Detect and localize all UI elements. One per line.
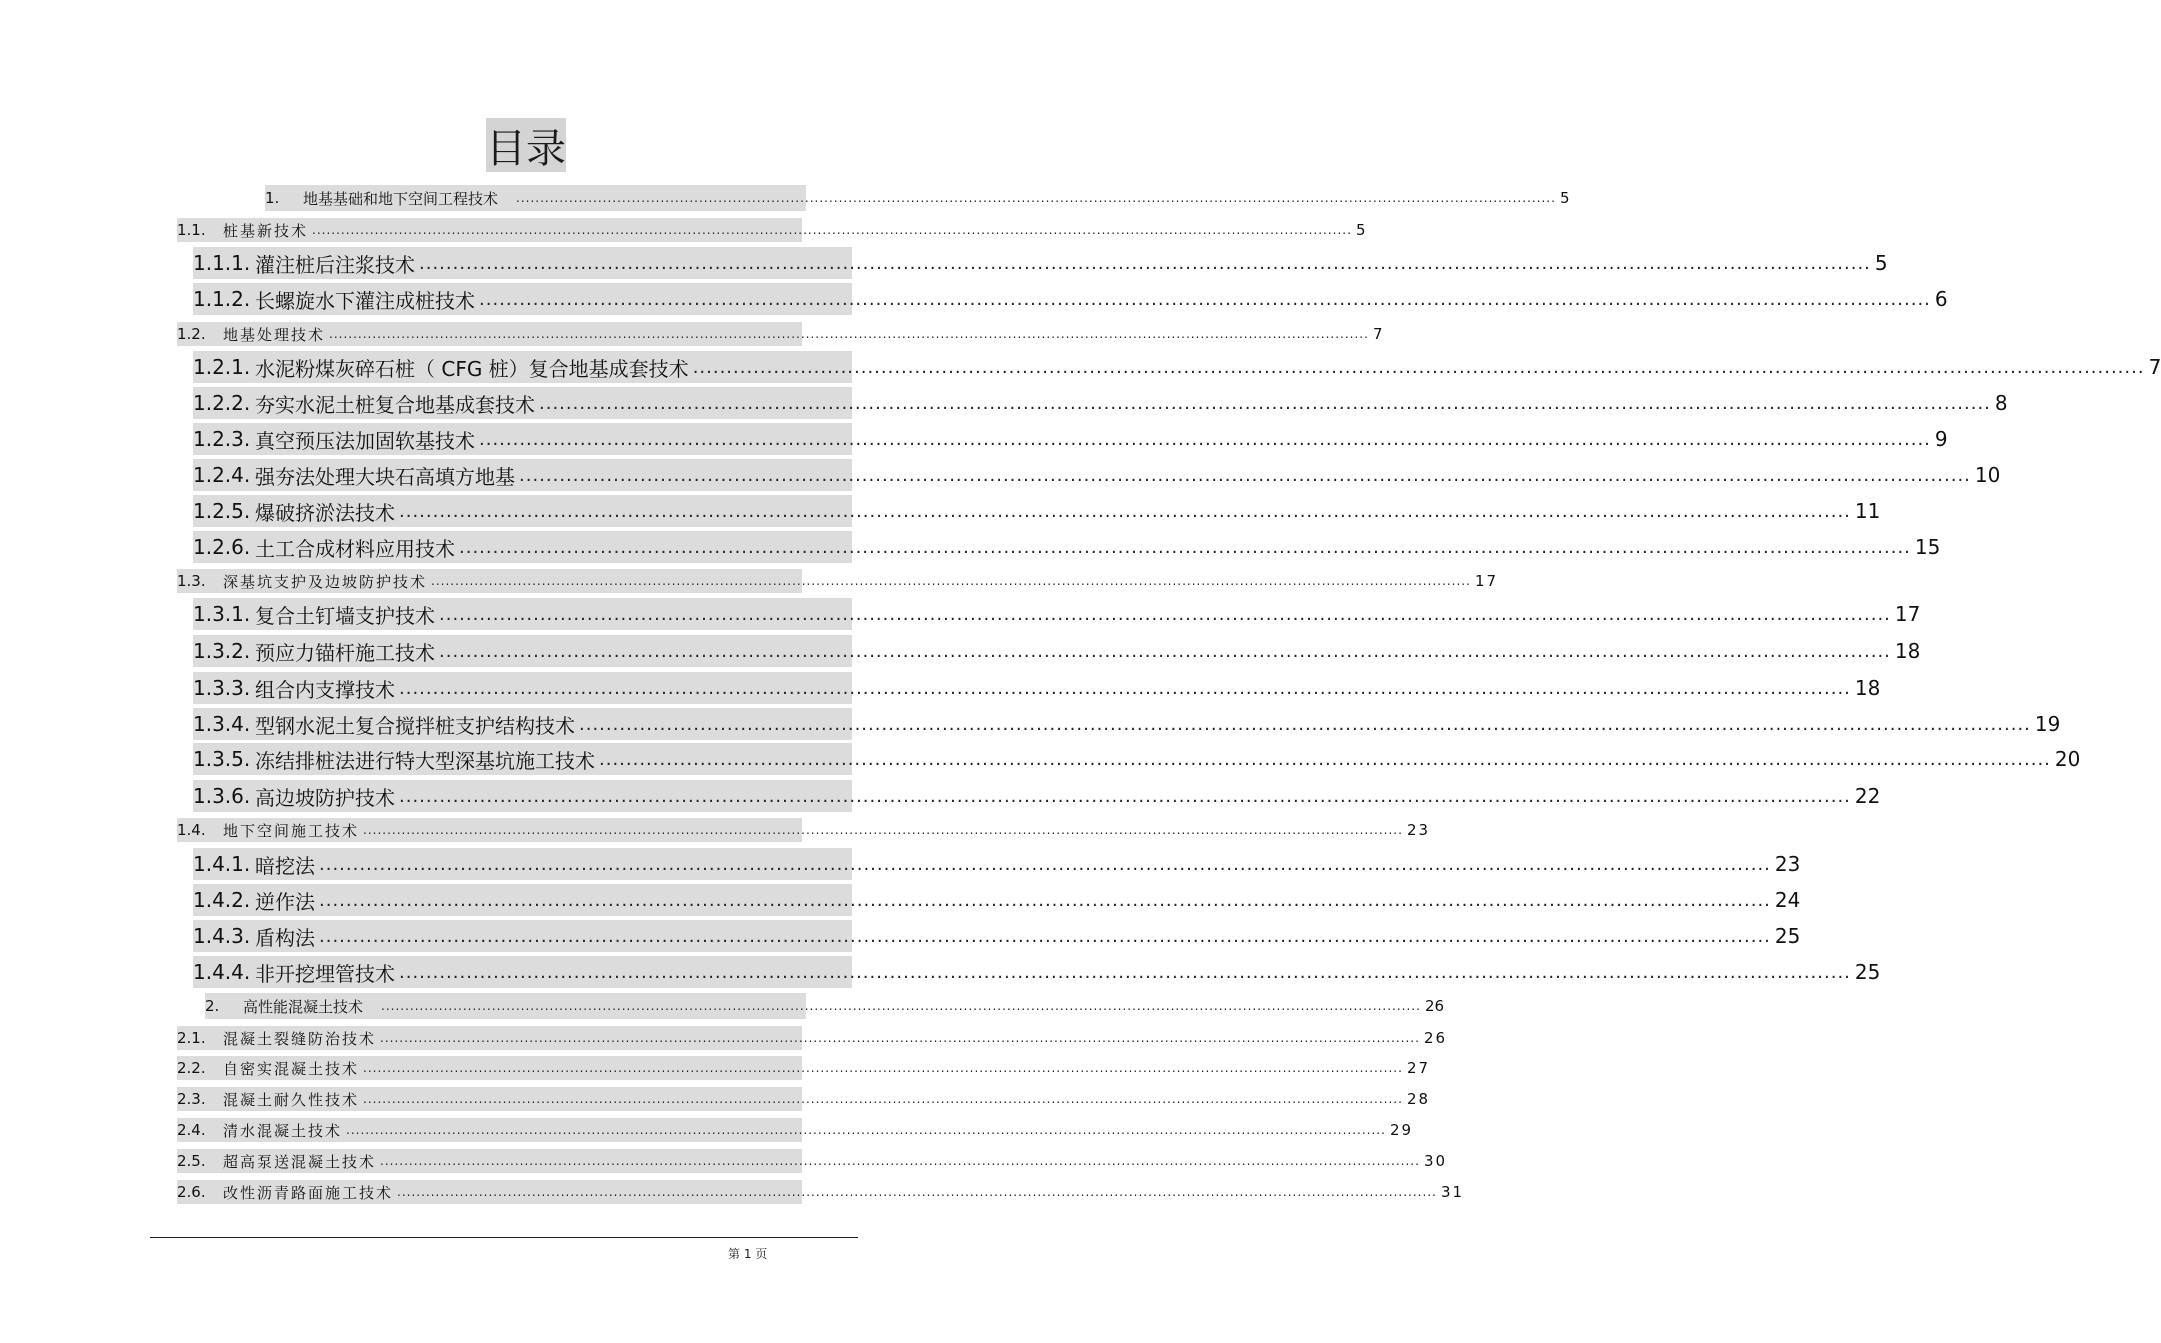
toc-entry-title: 地基处理技术 (223, 325, 326, 344)
toc-entry-page: 15 (1914, 535, 1941, 559)
toc-entry-title: 夯实水泥土桩复合地基成套技术 (255, 392, 535, 417)
toc-entry-number: 1.1.1. (193, 251, 251, 275)
toc-leader-dots: ........................................................................................................................................................................................................................ (329, 327, 1369, 341)
toc-entry-number: 1. (265, 189, 280, 207)
toc-entry[interactable] (177, 1056, 1431, 1080)
toc-entry-page: 22 (1854, 784, 1881, 808)
toc-entry-page: 23 (1774, 852, 1801, 876)
toc-entry[interactable] (177, 1180, 1465, 1204)
toc-entry[interactable] (265, 185, 1570, 211)
toc-leader-dots: ........................................................................................................................................................................................................................ (319, 925, 1771, 947)
toc-entry[interactable] (205, 993, 1445, 1019)
toc-entry-title: 长螺旋水下灌注成桩技术 (255, 288, 475, 313)
toc-entry-number: 1.2.4. (193, 463, 251, 487)
toc-entry-number: 1.3.3. (193, 676, 251, 700)
toc-leader-dots: ........................................................................................................................................................................................................................ (519, 464, 1971, 486)
toc-entry[interactable] (177, 322, 1385, 346)
toc-entry[interactable] (177, 1026, 1448, 1050)
toc-entry-title: 爆破挤淤法技术 (255, 500, 395, 525)
toc-entry-page: 17 (1474, 572, 1499, 590)
toc-entry-number: 1.2.2. (193, 391, 251, 415)
toc-entry-number: 1.2. (177, 325, 206, 343)
toc-entry[interactable] (177, 1118, 1414, 1142)
toc-entry-title: 混凝土耐久性技术 (223, 1090, 360, 1109)
toc-entry-title: 超高泵送混凝土技术 (223, 1152, 377, 1171)
toc-entry[interactable] (177, 818, 1431, 842)
toc-leader-dots: ........................................................................................................................................................................................................................ (579, 713, 2031, 735)
toc-entry[interactable] (193, 459, 2001, 491)
toc-entry-page: 27 (1406, 1059, 1431, 1077)
toc-entry-title: 预应力锚杆施工技术 (255, 640, 435, 665)
toc-entry[interactable] (193, 531, 1941, 563)
toc-entry-page: 5 (1559, 189, 1570, 207)
toc-entry-number: 2. (205, 997, 220, 1015)
toc-leader-dots: ........................................................................................................................................................................................................................ (397, 1185, 1437, 1199)
toc-entry-page: 26 (1424, 997, 1445, 1015)
toc-entry-title: 清水混凝土技术 (223, 1121, 343, 1140)
toc-entry[interactable] (193, 708, 2061, 740)
toc-leader-dots: ........................................................................................................................................................................................................................ (363, 1092, 1403, 1106)
toc-entry-number: 1.3.5. (193, 747, 251, 771)
toc-entry-page: 11 (1854, 499, 1881, 523)
toc-leader-dots: ........................................................................................................................................................................................................................ (319, 853, 1771, 875)
toc-leader-dots: ........................................................................................................................................................................................................................ (479, 288, 1931, 310)
toc-leader-dots: ........................................................................................................................................................................................................................ (381, 999, 1421, 1013)
toc-entry[interactable] (177, 1087, 1431, 1111)
toc-leader-dots: ........................................................................................................................................................................................................................ (479, 428, 1931, 450)
toc-leader-dots: ........................................................................................................................................................................................................................ (539, 392, 1991, 414)
toc-entry-page: 18 (1894, 639, 1921, 663)
toc-leader-dots: ........................................................................................................................................................................................................................ (431, 574, 1471, 588)
toc-leader-dots: ........................................................................................................................................................................................................................ (312, 223, 1352, 237)
toc-entry-title: 复合土钉墙支护技术 (255, 603, 435, 628)
toc-entry[interactable] (193, 956, 1881, 988)
toc-entry-title: 型钢水泥土复合搅拌桩支护结构技术 (255, 713, 575, 738)
toc-entry-page: 5 (1355, 221, 1368, 239)
toc-entry-title: 自密实混凝土技术 (223, 1059, 360, 1078)
toc-entry-title: 混凝土裂缝防治技术 (223, 1029, 377, 1048)
toc-entry[interactable] (193, 495, 1881, 527)
toc-leader-dots: ........................................................................................................................................................................................................................ (459, 536, 1911, 558)
toc-entry-page: 19 (2034, 712, 2061, 736)
toc-entry-number: 2.3. (177, 1090, 206, 1108)
toc-leader-dots: ........................................................................................................................................................................................................................ (399, 677, 1851, 699)
toc-entry-title: 改性沥青路面施工技术 (223, 1183, 394, 1202)
toc-entry-number: 1.4. (177, 821, 206, 839)
toc-entry[interactable] (177, 1149, 1448, 1173)
toc-entry-title: 非开挖埋管技术 (255, 961, 395, 986)
toc-leader-dots: ........................................................................................................................................................................................................................ (380, 1154, 1420, 1168)
toc-entry[interactable] (193, 598, 1921, 630)
toc-entry[interactable] (193, 423, 1948, 455)
toc-entry-page: 23 (1406, 821, 1431, 839)
toc-entry-number: 2.5. (177, 1152, 206, 1170)
toc-entry-title: 冻结排桩法进行特大型深基坑施工技术 (255, 748, 595, 773)
toc-entry-number: 1.1.2. (193, 287, 251, 311)
toc-entry[interactable] (177, 218, 1368, 242)
toc-entry-number: 1.1. (177, 221, 206, 239)
toc-entry-number: 2.1. (177, 1029, 206, 1047)
toc-entry-page: 5 (1874, 251, 1888, 275)
toc-entry-number: 1.3.1. (193, 602, 251, 626)
toc-entry-title: 高性能混凝土技术 (243, 997, 364, 1016)
toc-entry-page: 28 (1406, 1090, 1431, 1108)
toc-entry[interactable] (193, 283, 1948, 315)
toc-entry[interactable] (193, 848, 1801, 880)
toc-entry-title: 盾构法 (255, 925, 315, 950)
toc-entry-page: 31 (1440, 1183, 1465, 1201)
toc-entry-page: 29 (1389, 1121, 1414, 1139)
toc-entry-title: 组合内支撑技术 (255, 677, 395, 702)
toc-entry-page: 10 (1974, 463, 2001, 487)
toc-entry-number: 2.4. (177, 1121, 206, 1139)
toc-entry-page: 26 (1423, 1029, 1448, 1047)
toc-leader-dots: ........................................................................................................................................................................................................................ (346, 1123, 1386, 1137)
toc-entry-title: 水泥粉煤灰碎石桩（ CFG 桩）复合地基成套技术 (255, 356, 689, 381)
toc-entry-title: 桩基新技术 (223, 221, 309, 240)
toc-leader-dots: ........................................................................................................................................................................................................................ (363, 823, 1403, 837)
toc-entry-number: 1.4.4. (193, 960, 251, 984)
toc-entry-page: 25 (1854, 960, 1881, 984)
toc-entry-page: 9 (1934, 427, 1948, 451)
toc-entry-page: 17 (1894, 602, 1921, 626)
toc-entry[interactable] (193, 920, 1801, 952)
toc-entry-title: 高边坡防护技术 (255, 785, 395, 810)
toc-entry-number: 1.4.1. (193, 852, 251, 876)
toc-entry-number: 1.4.2. (193, 888, 251, 912)
toc-entry-title: 强夯法处理大块石高填方地基 (255, 464, 515, 489)
toc-entry-page: 7 (1372, 325, 1385, 343)
toc-entry-number: 1.4.3. (193, 924, 251, 948)
toc-entry-number: 1.3.6. (193, 784, 251, 808)
toc-entry-title: 深基坑支护及边坡防护技术 (223, 572, 428, 591)
toc-entry-number: 2.2. (177, 1059, 206, 1077)
toc-entry[interactable] (193, 635, 1921, 667)
toc-entry-title: 暗挖法 (255, 853, 315, 878)
toc-entry-number: 1.3.4. (193, 712, 251, 736)
toc-entry-page: 6 (1934, 287, 1948, 311)
toc-title: 目录 (486, 118, 566, 172)
toc-entry-page: 20 (2054, 747, 2081, 771)
toc-entry-title: 灌注桩后注浆技术 (255, 252, 415, 277)
toc-entry[interactable] (193, 743, 2081, 775)
page-number-footer: 第 1 页 (728, 1247, 768, 1261)
toc-leader-dots: ........................................................................................................................................................................................................................ (363, 1061, 1403, 1075)
toc-leader-dots: ........................................................................................................................................................................................................................ (399, 500, 1851, 522)
toc-entry-title: 地下空间施工技术 (223, 821, 360, 840)
toc-leader-dots: ........................................................................................................................................................................................................................ (319, 889, 1771, 911)
toc-entry-page: 18 (1854, 676, 1881, 700)
toc-entry-number: 1.3.2. (193, 639, 251, 663)
toc-entry-page: 7 (2148, 355, 2161, 379)
toc-entry-title: 逆作法 (255, 889, 315, 914)
toc-entry-number: 1.2.5. (193, 499, 251, 523)
toc-entry-page: 25 (1774, 924, 1801, 948)
toc-leader-dots: ........................................................................................................................................................................................................................ (516, 191, 1556, 205)
toc-entry-title: 土工合成材料应用技术 (255, 536, 455, 561)
toc-leader-dots: ........................................................................................................................................................................................................................ (439, 640, 1891, 662)
toc-entry[interactable] (193, 672, 1881, 704)
toc-leader-dots: ........................................................................................................................................................................................................................ (439, 603, 1891, 625)
toc-entry[interactable] (193, 351, 2161, 383)
toc-entry-number: 1.2.6. (193, 535, 251, 559)
footer-divider (150, 1237, 858, 1238)
toc-entry-page: 24 (1774, 888, 1801, 912)
toc-leader-dots: ........................................................................................................................................................................................................................ (692, 356, 2145, 378)
toc-entry-page: 30 (1423, 1152, 1448, 1170)
toc-entry-title: 地基基础和地下空间工程技术 (303, 189, 499, 208)
toc-entry-number: 1.2.1. (193, 355, 251, 379)
toc-entry-number: 1.3. (177, 572, 206, 590)
toc-entry[interactable] (193, 780, 1881, 812)
toc-leader-dots: ........................................................................................................................................................................................................................ (599, 748, 2051, 770)
toc-entry[interactable] (193, 884, 1801, 916)
toc-entry[interactable] (177, 569, 1499, 593)
toc-leader-dots: ........................................................................................................................................................................................................................ (419, 252, 1871, 274)
toc-entry[interactable] (193, 387, 2008, 419)
toc-leader-dots: ........................................................................................................................................................................................................................ (399, 961, 1851, 983)
toc-leader-dots: ........................................................................................................................................................................................................................ (380, 1031, 1420, 1045)
toc-leader-dots: ........................................................................................................................................................................................................................ (399, 785, 1851, 807)
toc-entry-page: 8 (1994, 391, 2008, 415)
toc-entry-number: 2.6. (177, 1183, 206, 1201)
toc-entry-title: 真空预压法加固软基技术 (255, 428, 475, 453)
toc-entry-number: 1.2.3. (193, 427, 251, 451)
toc-entry[interactable] (193, 247, 1888, 279)
